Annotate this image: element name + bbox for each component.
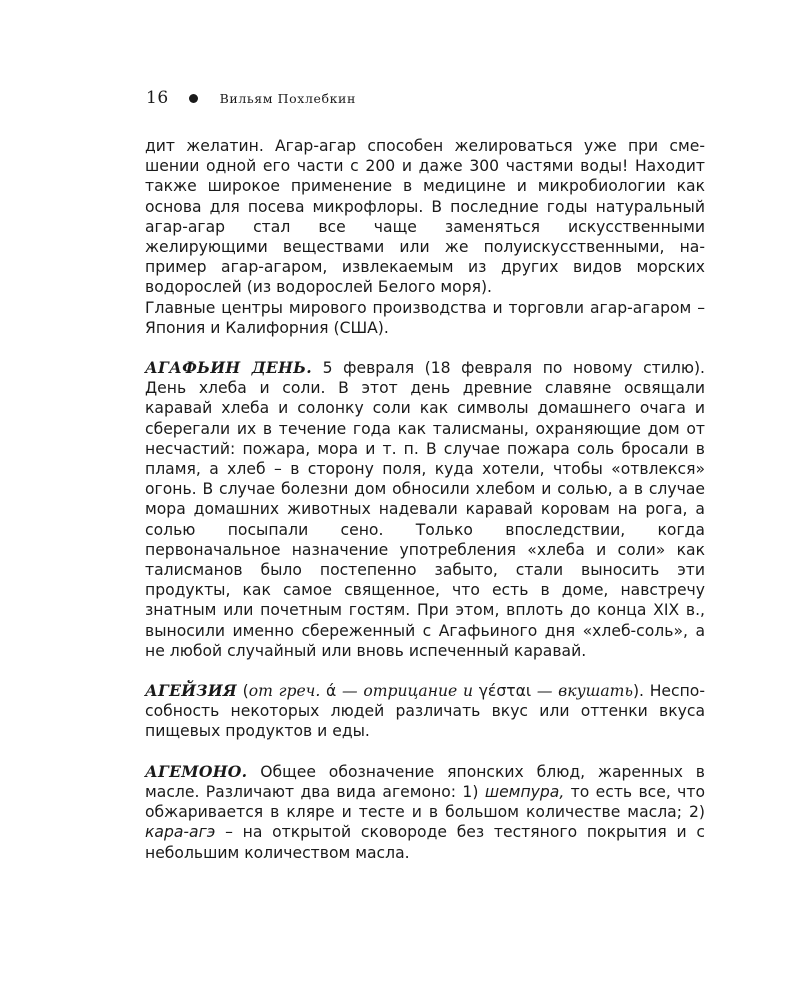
entry-text: Общее обозначение японских блюд, жаренных в масле. Различают два вида агемоно: 1) (145, 762, 705, 801)
etymology-text: — отрицание и (342, 682, 473, 701)
entry-text: – на открытой сковороде без тестяного покрытия и с небольшим количеством масла. (145, 823, 705, 862)
entry-headword: АГЕМОНО. (145, 761, 248, 781)
entry-agemono (145, 762, 705, 863)
paragraph-gap (145, 742, 705, 762)
author-name: Вильям Похлебкин (219, 90, 356, 106)
paragraph-gap (145, 338, 705, 358)
entry-text: то есть все, что обжаривается в кляре и тесте и в большом количестве масла; 2) (145, 782, 705, 822)
term-kara-age: кара-агэ (145, 823, 216, 842)
open-paren: ( (236, 682, 249, 701)
entry-agafin-den (145, 358, 705, 661)
greek-word: γέσται (473, 682, 537, 701)
entry-text: 5 февраля (18 февраля по новому стилю). День хлеба и соли. В этот день древние славяне освящали каравай хлеба и солонку соли как символы домашнего очага и сберегали их в течение года как талисманы, охраняющие дом от несчастий: пожара, мора и т. п. В случае пожара соль бросали в пламя, а хлеб – в сторону поля, куда хотели, чтобы «отвлекся» огонь. В случае болезни дом обносили хлебом и солью, а в случае мора домашних животных надевали каравай коровам на рога, а солью посыпали сено. Только впоследствии, когда первоначальное назначение употребления «хлеба и соли» как талисманов было постепенно забыто, стали выносить эти продукты, как самое священное, что есть в доме, навстречу знатным или почетным гостям. При этом, вплоть до конца XIX в., выносили именно сбереженный с Агафьиного дня «хлеб-соль», а не любой случайный или вновь испеченный каравай. (145, 359, 705, 660)
bullet-icon (189, 94, 198, 103)
etymology-text: — вкушать (536, 682, 633, 701)
paragraph-agar-continuation: дит желатин. Агар-агар способен желироваться уже при смешении одной его части с 200 и даже 300 частями воды! Находит также широкое применение в медицине и микробиологии как основа для посева микрофлоры. В последние годы натуральный агар-агар стал все чаще заменяться искусственными желирующими веществами или же полуискусственными, например агар-агаром, извлекаемым из других видов морских водорослей (из водорослей Белого моря). (145, 137, 705, 297)
paragraph-agar-production: Главные центры мирового производства и торговли агар-агаром – Япония и Калифорния (США). (145, 298, 705, 337)
entry-headword: АГЕЙЗИЯ (145, 681, 237, 701)
page-number: 16 (146, 88, 169, 108)
etymology-text: от греч. (248, 682, 321, 701)
greek-word: ά (320, 682, 343, 701)
body-text (145, 136, 705, 863)
entry-headword: АГАФЬИН ДЕНЬ. (145, 358, 313, 378)
running-head (146, 86, 356, 110)
paragraph-gap (145, 661, 705, 681)
entry-ageyziya (145, 681, 705, 742)
term-shempura: шемпура, (484, 782, 565, 801)
entry-text: ). Неспособность некоторых людей различать вкус или оттенки вкуса пищевых продуктов и еды. (145, 682, 705, 741)
